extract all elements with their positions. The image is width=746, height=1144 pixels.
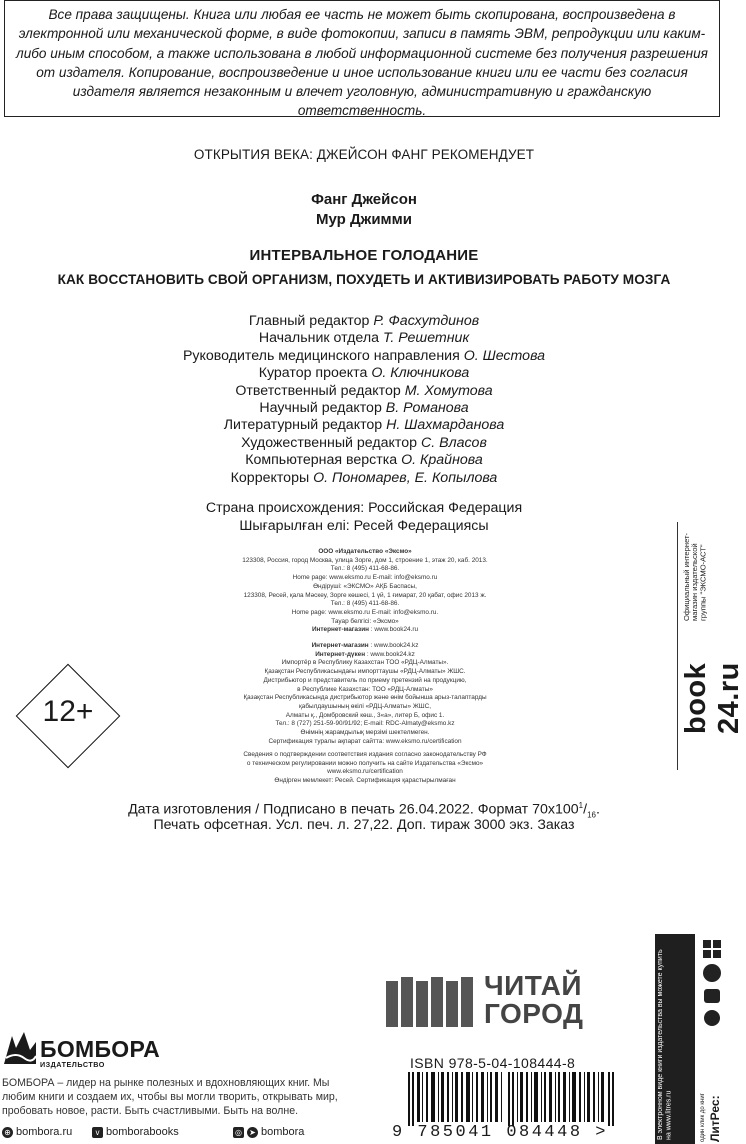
barcode-icon: [408, 1072, 620, 1126]
kz-line: Өнімнің жарамдылық мерзімі шектелмеген.: [300, 729, 430, 737]
bombora-subtitle: ИЗДАТЕЛЬСТВО: [40, 1060, 105, 1069]
bombora-logo: БОМБОРА: [40, 1036, 161, 1062]
chitai-gorod-logo-icon: [386, 977, 476, 1027]
cert-line: о техническом регулировании можно получить на сайте Издательства «Эксмо»: [246, 759, 484, 767]
kz-line: Сертификация туралы ақпарат сайтта: www.eksmo.ru/certification: [268, 737, 462, 745]
book-title: ИНТЕРВАЛЬНОЕ ГОЛОДАНИЕ: [249, 247, 479, 264]
kz-line: қабылдаушының өкілі «РДЦ-Алматы» ЖШС,: [299, 702, 431, 710]
cert-line: www.eksmo.ru/certification: [327, 768, 403, 776]
editorial-credits: [100, 313, 628, 487]
cert-line: Сведения о подтверждении соответствия издания согласно законодательству РФ: [243, 751, 487, 758]
android-icon: [704, 989, 720, 1003]
cert-line: Өндірген мемлекет: Ресей. Сертификация қарастырылмаған: [274, 777, 456, 785]
telegram-icon: ➤: [247, 1127, 258, 1138]
publisher-kz-brand: Тауар белгісі: «Эксмо»: [331, 617, 399, 625]
credit-row: Куратор проекта О. Ключникова: [258, 365, 470, 382]
kz-line: Дистрибьютор и представитель по приему претензий на продукцию,: [263, 676, 467, 684]
book24-logo: book 24.ru: [680, 662, 745, 734]
publisher-kz-address: 123308, Ресей, қала Мәскеу, Зорге көшесі, 1 үй, 1 ғимарат, 20 қабат, офис 2013 ж.: [243, 591, 487, 599]
series-name: ОТКРЫТИЯ ВЕКА: ДЖЕЙСОН ФАНГ РЕКОМЕНДУЕТ: [193, 147, 535, 162]
publisher-phone: Тел.: 8 (495) 411-68-86.: [330, 565, 400, 573]
kz-shop-2: Интернет-дүкен : www.book24.kz: [315, 650, 415, 658]
litres-logo: один клик до книг ЛитРес:: [700, 1093, 722, 1142]
social-telegram[interactable]: ◎ ➤ bombora: [235, 1126, 305, 1138]
social-bombora-site[interactable]: ⊕ bombora.ru: [2, 1126, 72, 1138]
kz-line: Алматы қ., Домбровский көш., 3«а», литер Б, офис 1.: [285, 711, 445, 719]
credit-row: Ответственный редактор М. Хомутова: [235, 382, 493, 399]
kz-distributor-info: [220, 642, 510, 746]
barcode-number: 9 785041 084448 >: [392, 1123, 608, 1142]
publisher-name: ООО «Издательство «Эксмо»: [318, 548, 412, 555]
vk-icon: v: [92, 1127, 103, 1138]
kz-line: в Республике Казахстан: ТОО «РДЦ-Алматы»: [297, 685, 433, 693]
windows-icon: [703, 940, 721, 958]
author-2: Мур Джимми: [316, 211, 412, 228]
publisher-shop: Интернет-магазин : www.book24.ru: [311, 626, 419, 634]
kz-line: Импортёр в Республику Казахстан ТОО «РДЦ-Алматы».: [281, 659, 449, 667]
print-info-line-2: Печать офсетная. Усл. печ. л. 27,22. Доп. тираж 3000 экз. Заказ: [153, 817, 575, 833]
print-info-line-1: Дата изготовления / Подписано в печать 26.04.2022. Формат $70x100^1/_{16}$.: [128, 801, 600, 820]
book24-caption: Официальный интернет-магазин издательской группы "ЭКСМО-АСТ": [682, 532, 708, 621]
publisher-web: Home page: www.eksmo.ru E-mail: info@eksmo.ru: [292, 574, 438, 582]
credit-row: Научный редактор В. Романова: [259, 400, 469, 417]
credit-row: Главный редактор Р. Фасхутдинов: [248, 313, 480, 329]
bombora-wave-icon: [2, 1028, 38, 1066]
windows-phone-icon: [703, 964, 721, 982]
publisher-address: 123308, Россия, город Москва, улица Зорге, дом 1, строение 1, этаж 20, каб. 2013.: [242, 556, 488, 564]
book-subtitle: КАК ВОССТАНОВИТЬ СВОЙ ОРГАНИЗМ, ПОХУДЕТЬ И АКТИВИЗИРОВАТЬ РАБОТУ МОЗГА: [57, 272, 671, 287]
isbn: ISBN 978-5-04-108444-8: [410, 1055, 576, 1071]
kz-line: Тел.: 8 (727) 251-59-90/91/92; E-mail: RDC-Almaty@eksmo.kz: [275, 720, 455, 728]
globe-icon: ⊕: [2, 1127, 13, 1138]
publisher-kz-maker: Өндіруші: «ЭКСМО» АҚБ Баспасы,: [313, 582, 417, 590]
publisher-kz-phone: Тел.: 8 (495) 411-68-86.: [330, 600, 400, 608]
credit-row: Начальник отдела Т. Решетник: [258, 330, 470, 347]
publisher-info: [220, 548, 510, 635]
app-store-icons: [699, 938, 725, 1034]
origin-kz: Шығарылған елі: Ресей Федерациясы: [239, 517, 489, 534]
credit-row: Литературный редактор Н. Шахмарданова: [223, 417, 505, 434]
kz-line: Қазақстан Республикасындағы импорттаушы «РДЦ-Алматы» ЖШС.: [264, 668, 466, 676]
divider: [677, 522, 678, 770]
social-vk[interactable]: v bomborabooks: [92, 1126, 179, 1138]
instagram-icon: ◎: [233, 1127, 244, 1138]
origin-ru: Страна происхождения: Российская Федерация: [205, 500, 523, 516]
litres-caption: В электронном виде книги издательства вы можете купить на www.litres.ru: [657, 949, 673, 1140]
chitai-gorod-logo: ЧИТАЙ ГОРОД: [484, 970, 584, 1029]
apple-icon: [704, 1010, 720, 1026]
country-of-origin: [100, 500, 628, 535]
credit-row: Компьютерная верстка О. Крайнова: [245, 452, 483, 469]
credit-row: Корректоры О. Пономарев, Е. Копылова: [230, 469, 498, 486]
kz-line: Қазақстан Республикасында дистрибьютор және өнім бойынша арыз-талаптарды: [243, 694, 487, 702]
kz-shop: Интернет-магазин : www.book24.kz: [311, 642, 419, 649]
certification-info: [220, 751, 510, 786]
credit-row: Руководитель медицинского направления О. Шестова: [182, 347, 546, 364]
publisher-kz-web: Home page: www.eksmo.ru E-mail: info@eksmo.ru.: [291, 608, 439, 616]
credit-row: Художественный редактор С. Власов: [241, 434, 487, 451]
bombora-description: БОМБОРА – лидер на рынке полезных и вдохновляющих книг. Мы любим книги и создаем их, чтобы вы могли творить, открывать мир, пробовать новое, расти. Быть счастливыми. Быть на волне.: [2, 1077, 338, 1118]
author-1: Фанг Джейсон: [311, 191, 417, 208]
age-rating: 12+: [42, 695, 94, 728]
copyright-notice: Все права защищены. Книга или любая ее часть не может быть скопирована, воспроизведена в электронной или механической форме, в виде фотокопии, записи в память ЭВМ, репродукции или каким-либо иным способом, а также использована в любой информационной системе без получения разрешения от издателя. Копирование, воспроизведение и иное использование книги или ее части без согласия издателя является незаконным и влечет уголовную, административную и гражданскую ответственность.: [4, 0, 720, 117]
